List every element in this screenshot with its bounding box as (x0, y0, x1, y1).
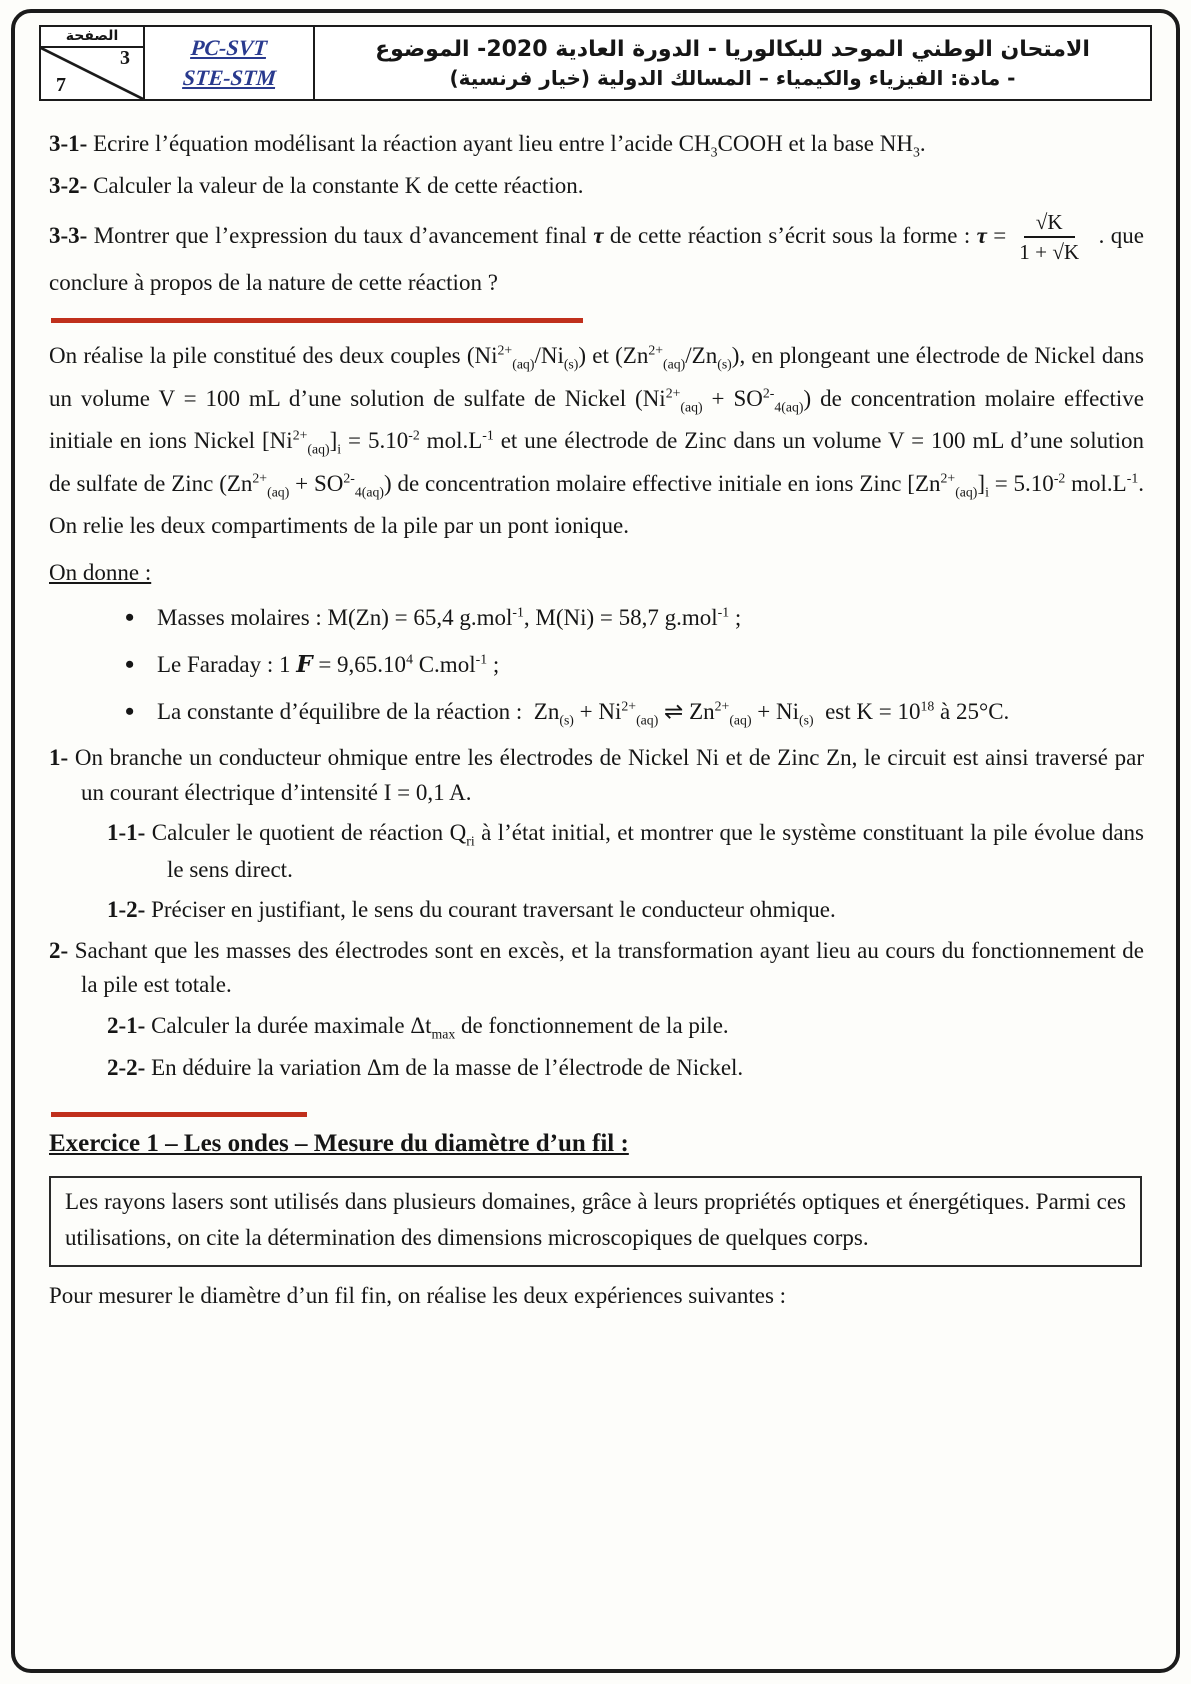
given-molar-masses: • Masses molaires : M(Zn) = 65,4 g.mol$^{-1}$, M(Ni) = 58,7 g.mol$^{-1}$ ; (123, 599, 1144, 637)
section-separator-line (51, 318, 583, 323)
question-1-1: 1-1- Calculer le quotient de réaction $Q_{ri}$ à l’état initial, et montrer que le système constituant la pile évolue dans le sens direct. (107, 820, 1144, 882)
fraction-numerator: √K (1024, 210, 1075, 238)
question-3-2: 3-2- Calculer la valeur de la constante K de cette réaction. (49, 173, 584, 199)
exam-title-line2: - مادة: الفيزياء والكيمياء – المسالك الدولية (خيار فرنسية) (449, 65, 1016, 90)
exercise-separator-line (51, 1112, 307, 1117)
page-number-diagonal (41, 48, 143, 99)
laser-intro-box: Les rayons lasers sont utilisés dans plusieurs domaines, grâce à leurs propriétés optiques et énergétiques. Parmi ces utilisations, on cite la détermination des dimensions microscopiques de quelques corps. (49, 1176, 1142, 1267)
question-1: 1- On branche un conducteur ohmique entre les électrodes de Nickel Ni et de Zinc Zn, le circuit est ainsi traversé par un courant électrique d’intensité I = 0,1 A. (49, 745, 1144, 805)
fraction-denominator: 1 + √K (1019, 240, 1080, 265)
question-1-2: 1-2- Préciser en justifiant, le sens du courant traversant le conducteur ohmique. (107, 897, 836, 923)
question-3-1: 3-1- Ecrire l’équation modélisant la réaction ayant lieu entre l’acide $CH_3COOH$ et la base $NH_3$. (49, 131, 926, 160)
question-3-3-text: 3-3- Montrer que l’expression du taux d’avancement final τ de cette réaction s’écrit sous la forme : τ = (49, 222, 1007, 248)
tau-fraction (1013, 210, 1085, 266)
stream-pc-svt: PC-SVT (190, 35, 269, 60)
question-2: 2- Sachant que les masses des électrodes sont en excès, et la transformation ayant lieu au cours du fonctionnement de la pile est totale. (49, 937, 1144, 998)
on-donne-label: On donne : (49, 559, 152, 585)
question-2-2: 2-2- En déduire la variation Δm de la masse de l’électrode de Nickel. (107, 1055, 744, 1081)
current-page-number: 3 (120, 47, 130, 69)
wire-diameter-intro-line: Pour mesurer le diamètre d’un fil fin, on réalise les deux expériences suivantes : (49, 1283, 787, 1309)
exam-body (37, 111, 1154, 1314)
stream-ste-stm: STE-STM (181, 65, 277, 90)
pile-description-paragraph: On réalise la pile constitué des deux couples $(Ni^{2+}_{(aq)}/Ni_{(s)})$ et $(Zn^{2+}_{(aq)}/Zn_{(s)})$, en plongeant une électrode de Nickel dans un volume V = 100 mL d’une solution de sulfate de Nickel $(Ni^{2+}_{(aq)} + SO^{2-}_{4(aq)})$ de concentration molaire effective initiale en ions Nickel $[Ni^{2+}_{(aq)}]_i = 5.10^{-2}$ $mol.L^{-1}$ et une électrode de Zinc dans un volume V = 100 mL d’une solution de sulfate de Zinc $(Zn^{2+}_{(aq)} + SO^{2-}_{4(aq)})$ de concentration molaire effective initiale en ions Zinc $[Zn^{2+}_{(aq)}]_i = 5.10^{-2}$ $mol.L^{-1}$. On relie les deux compartiments de la pile par un pont ionique. (49, 342, 1145, 539)
page-number-box (41, 27, 145, 99)
page-label: الصفحة (41, 27, 143, 48)
givens-list (49, 599, 1144, 732)
exam-title-line1: الامتحان الوطني الموحد للبكالوريا - الدورة العادية 2020- الموضوع (375, 36, 1090, 62)
total-pages: 7 (56, 74, 66, 96)
exam-title-box (315, 27, 1150, 99)
stream-box (145, 27, 315, 99)
given-equilibrium-constant: • La constante d’équilibre de la réaction : $Zn_{(s)} + Ni^{2+}_{(aq)}$ ⇌ $Zn^{2+}_{(aq)} + Ni_{(s)}$ est $K = 10^{18}$ à 25°C. (123, 693, 1144, 732)
question-3-3-tail: . que conclure à propos de la nature de cette réaction ? (49, 222, 1144, 295)
exercise-1-heading: Exercice 1 – Les ondes – Mesure du diamètre d’un fil : (49, 1129, 629, 1157)
page-border-frame (11, 9, 1180, 1673)
question-3-3 (49, 210, 1144, 300)
given-faraday-constant: • Le Faraday : 1 $F = 9,65.10^4$ C.mol$^{-1}$ ; (123, 646, 1144, 684)
exam-header (39, 25, 1152, 101)
question-2-1: 2-1- Calculer la durée maximale $\Delta t_{max}$ de fonctionnement de la pile. (107, 1012, 729, 1042)
